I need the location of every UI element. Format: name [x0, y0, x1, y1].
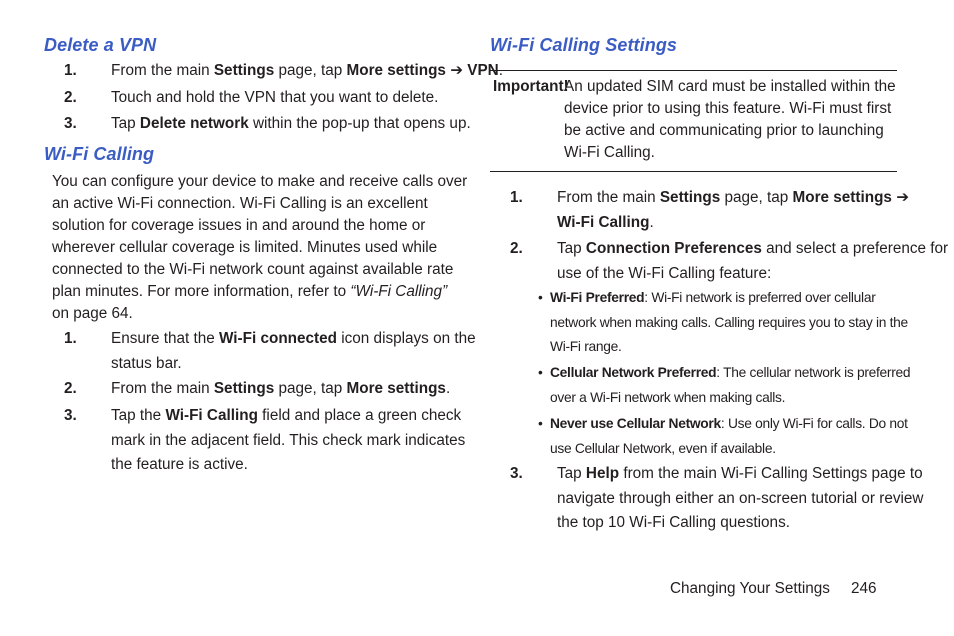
- cross-reference-link[interactable]: “Wi-Fi Calling”: [350, 283, 448, 300]
- important-bottom-rule: [490, 171, 897, 172]
- heading-wifi-calling-settings: Wi-Fi Calling Settings: [490, 35, 678, 55]
- footer-page-number: 246: [851, 580, 877, 597]
- important-label: Important!: [493, 78, 569, 95]
- important-top-rule: [490, 70, 897, 71]
- important-text: An updated SIM card must be installed within the device prior to using this feature. Wi-Fi must first be active and communicating prior to launching Wi-Fi Calling.: [564, 78, 896, 161]
- footer-section-title: Changing Your Settings: [670, 580, 830, 597]
- heading-wifi-calling: Wi-Fi Calling: [44, 144, 155, 164]
- wifi-calling-paragraph: You can configure your device to make and receive calls over an active Wi-Fi connection. Wi-Fi Calling is an excellent solution for coverage issues in and around the home or wherever cellular coverage is limited. Minutes used while connected to the Wi-Fi network count against available rate plan minutes. For more information, refer to “Wi-Fi Calling” on page 64.: [52, 173, 468, 322]
- heading-delete-vpn: Delete a VPN: [44, 35, 157, 55]
